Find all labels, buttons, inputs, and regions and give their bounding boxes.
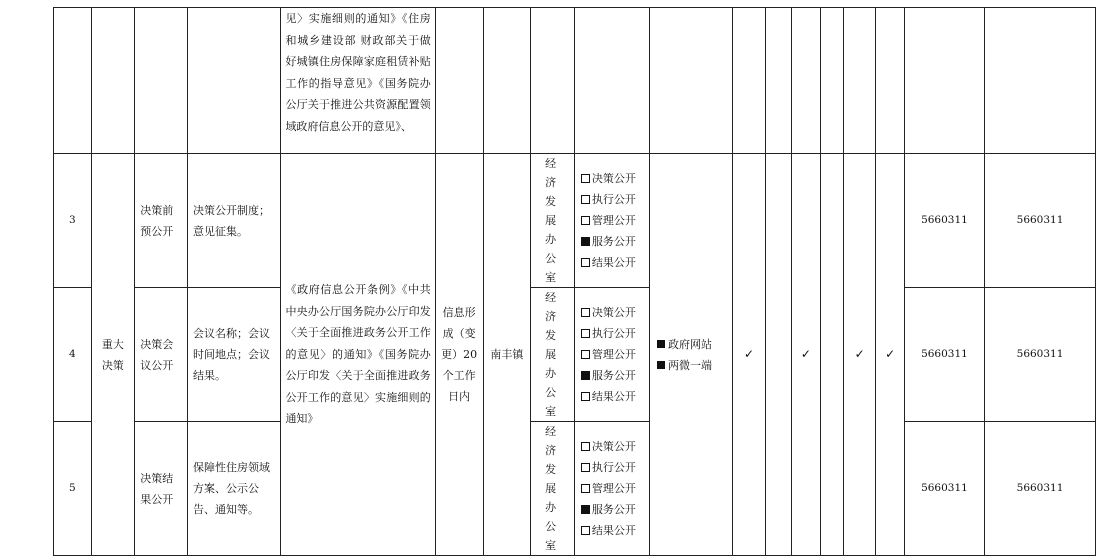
open-type-item: 执行公开 [581,457,649,478]
checkbox-icon [581,350,590,359]
check-mark-icon: ✓ [843,154,875,556]
phone-number: 5660311 [985,154,1096,288]
open-type-item: 管理公开 [581,344,649,365]
open-type-item: 执行公开 [581,323,649,344]
checkbox-icon [581,526,590,535]
phone-number: 5660311 [985,288,1096,422]
timeframe-text: 信息形成（变更）20个工作日内 [435,154,483,556]
channel-item: 两微一端 [650,355,732,376]
checkbox-icon [581,484,590,493]
phone-number: 5660311 [904,422,984,556]
row-index: 5 [54,422,92,556]
cell-empty [904,8,984,154]
phone-number: 5660311 [904,288,984,422]
check-mark-icon: ✓ [876,154,904,556]
open-type-item: 决策公开 [581,436,649,457]
cell-empty [765,8,791,154]
department-text: 经济发展办公室 [531,422,575,556]
checkbox-checked-icon [581,505,590,514]
cell-empty [843,8,875,154]
open-type-item: 管理公开 [581,210,649,231]
open-type-item: 管理公开 [581,478,649,499]
cell-empty [188,8,281,154]
cell-empty [91,8,135,154]
cell-empty [765,154,791,556]
square-bullet-icon [657,361,665,369]
item-content: 决策公开制度；意见征集。 [188,154,281,288]
checkbox-icon [581,308,590,317]
cell-empty [435,8,483,154]
row-index: 3 [54,154,92,288]
cell-empty [54,8,92,154]
cell-empty [135,8,188,154]
subject-text: 南丰镇 [483,154,531,556]
open-type-item: 服务公开 [581,365,649,386]
open-type-item: 服务公开 [581,499,649,520]
channel-list [650,154,733,556]
table-row [54,288,1096,422]
cell-empty [985,8,1096,154]
open-type-item: 结果公开 [581,386,649,407]
phone-number: 5660311 [985,422,1096,556]
cell-empty [820,154,843,556]
cell-empty [792,8,820,154]
table-row [54,154,1096,288]
open-type-item: 结果公开 [581,252,649,273]
item-name: 决策结果公开 [135,422,188,556]
checkbox-icon [581,216,590,225]
item-name: 决策会议公开 [135,288,188,422]
basis-text: 《政府信息公开条例》《中共中央办公厅国务院办公厅印发〈关于全面推进政务公开工作的意见〉的通知》《国务院办公厅印发〈关于全面推进政务公开工作的意见〉实施细则的通知》 [281,154,435,556]
department-text: 经济发展办公室 [531,154,575,288]
square-bullet-icon [657,340,665,348]
open-type-item: 决策公开 [581,302,649,323]
open-type-list [574,422,649,556]
cell-empty [531,8,575,154]
checkbox-checked-icon [581,371,590,380]
item-name: 决策前预公开 [135,154,188,288]
cell-empty [650,8,733,154]
channel-item: 政府网站 [650,334,732,355]
cell-empty [820,8,843,154]
open-type-item: 决策公开 [581,168,649,189]
open-type-item: 结果公开 [581,520,649,541]
open-type-item: 服务公开 [581,231,649,252]
open-type-list [574,288,649,422]
open-type-item: 执行公开 [581,189,649,210]
item-content: 保障性住房领域方案、公示公告、通知等。 [188,422,281,556]
phone-number: 5660311 [904,154,984,288]
check-mark-icon: ✓ [792,154,820,556]
checkbox-icon [581,442,590,451]
checkbox-icon [581,174,590,183]
category-first-level: 重大决策 [91,154,135,556]
checkbox-icon [581,329,590,338]
check-mark-icon: ✓ [733,154,765,556]
checkbox-icon [581,195,590,204]
table-row [54,422,1096,556]
row-index: 4 [54,288,92,422]
open-type-list [574,154,649,288]
cell-empty [733,8,765,154]
checkbox-icon [581,258,590,267]
cell-empty [574,8,649,154]
checkbox-checked-icon [581,237,590,246]
cell-empty [483,8,531,154]
basis-continuation-text: 见〉实施细则的通知》《住房和城乡建设部 财政部关于做好城镇住房保障家庭租赁补贴工作的指导意见》《国务院办公厅关于推进公共资源配置领域政府信息公开的意见》、 [281,8,435,154]
table-row-continuation [54,8,1096,154]
item-content: 会议名称；会议时间地点；会议结果。 [188,288,281,422]
cell-empty [876,8,904,154]
checkbox-icon [581,463,590,472]
checkbox-icon [581,392,590,401]
department-text: 经济发展办公室 [531,288,575,422]
